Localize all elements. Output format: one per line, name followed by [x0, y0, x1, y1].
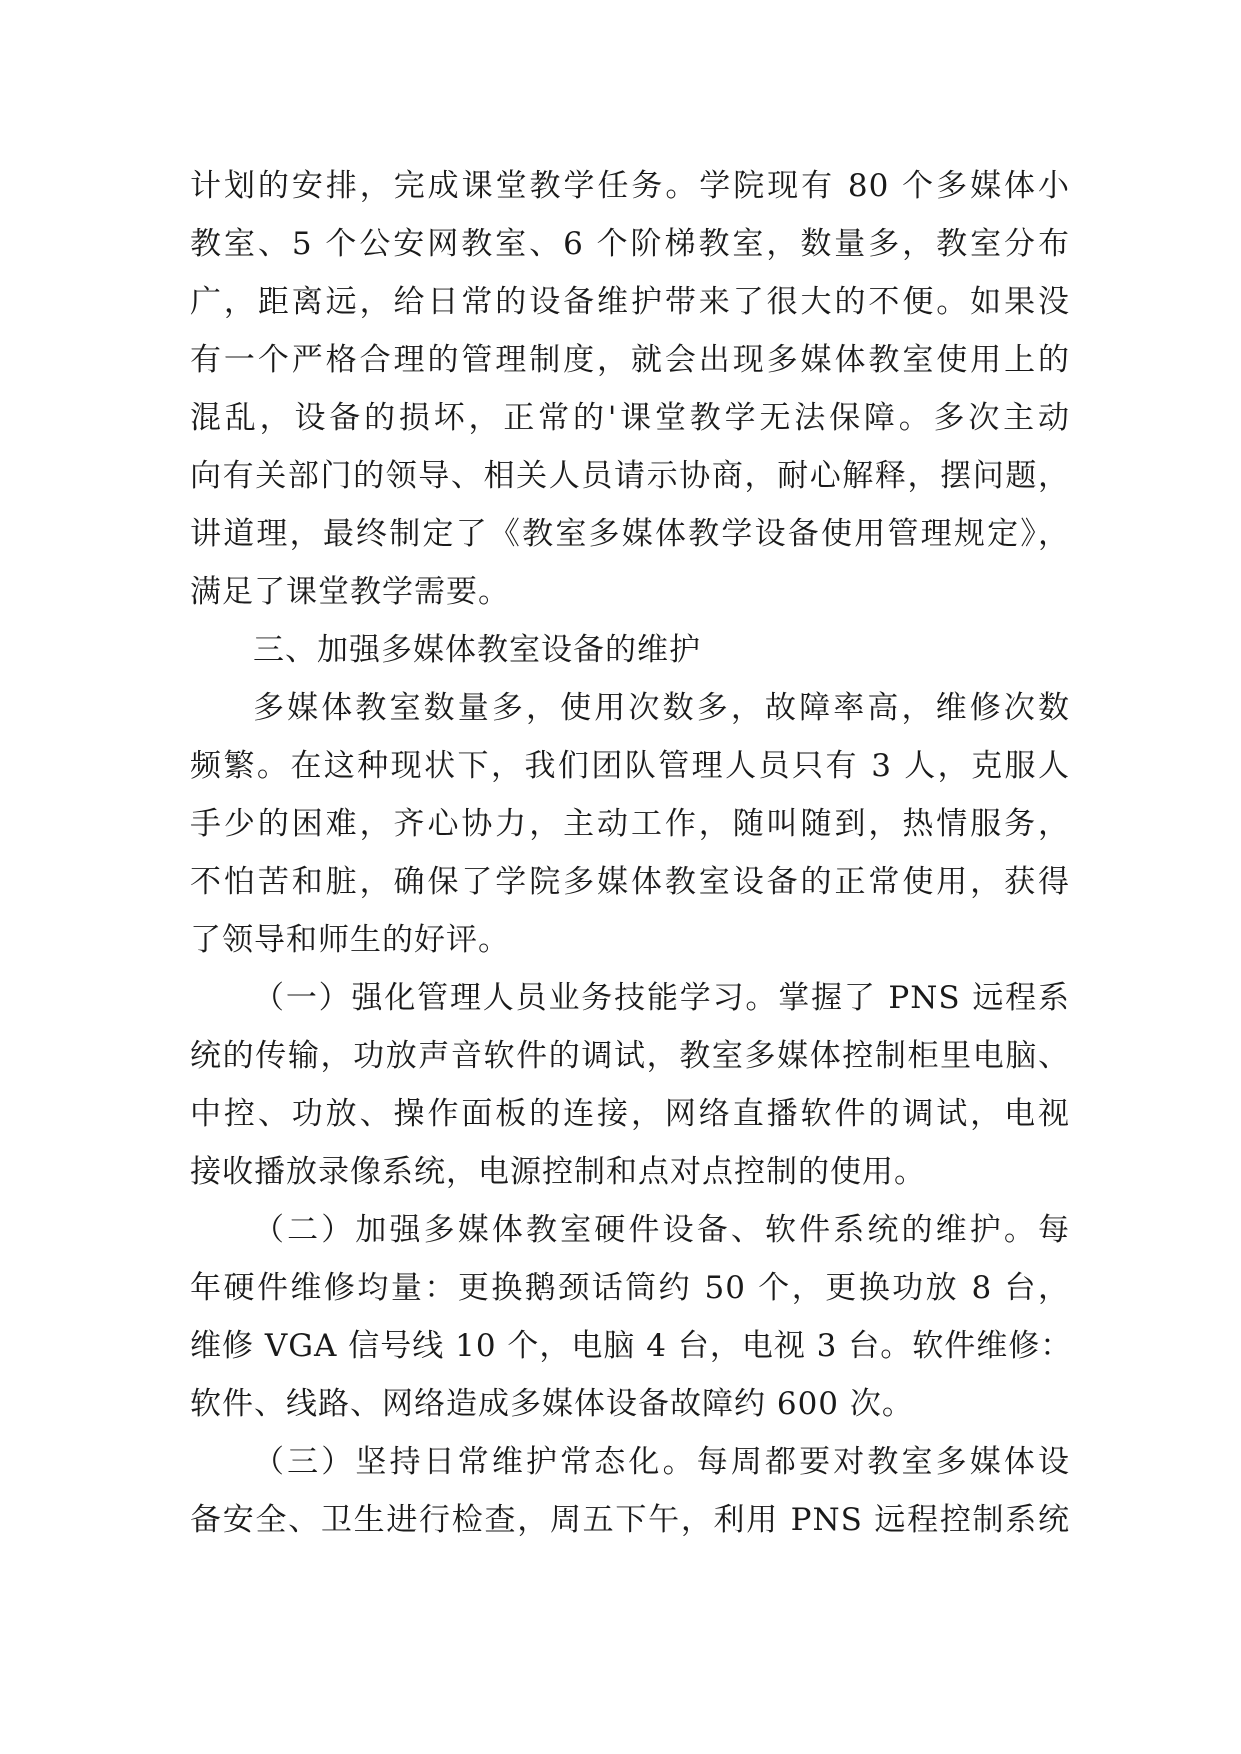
text-line-12: 手少的困难，齐心协力，主动工作，随叫随到，热情服务，	[190, 806, 1070, 842]
text-line-4: 有一个严格合理的管理制度，就会出现多媒体教室使用上的	[190, 342, 1070, 378]
section-heading-3: 三、加强多媒体教室设备的维护	[253, 632, 701, 668]
subsection-2-line-4: 软件、线路、网络造成多媒体设备故障约 600 次。	[190, 1386, 914, 1422]
text-line-5: 混乱，设备的损坏，正常的'课堂教学无法保障。多次主动	[190, 400, 1070, 436]
subsection-1-line-1: （一）强化管理人员业务技能学习。掌握了 PNS 远程系	[253, 980, 1070, 1016]
subsection-1-line-2: 统的传输，功放声音软件的调试，教室多媒体控制柜里电脑、	[190, 1038, 1070, 1074]
text-line-2: 教室、5 个公安网教室、6 个阶梯教室，数量多，教室分布	[190, 226, 1070, 262]
subsection-3-line-2: 备安全、卫生进行检查，周五下午，利用 PNS 远程控制系统	[190, 1502, 1070, 1538]
text-line-7: 讲道理，最终制定了《教室多媒体教学设备使用管理规定》，	[190, 516, 1070, 552]
text-line-8: 满足了课堂教学需要。	[190, 574, 510, 610]
text-line-6: 向有关部门的领导、相关人员请示协商，耐心解释，摆问题，	[190, 458, 1070, 494]
subsection-3-line-1: （三）坚持日常维护常态化。每周都要对教室多媒体设	[253, 1444, 1070, 1480]
text-line-13: 不怕苦和脏，确保了学院多媒体教室设备的正常使用，获得	[190, 864, 1070, 900]
text-line-10: 多媒体教室数量多，使用次数多，故障率高，维修次数	[253, 690, 1070, 726]
text-line-14: 了领导和师生的好评。	[190, 922, 510, 958]
text-line-11: 频繁。在这种现状下，我们团队管理人员只有 3 人，克服人	[190, 748, 1070, 784]
subsection-1-line-3: 中控、功放、操作面板的连接，网络直播软件的调试，电视	[190, 1096, 1070, 1132]
subsection-2-line-1: （二）加强多媒体教室硬件设备、软件系统的维护。每	[253, 1212, 1070, 1248]
subsection-2-line-2: 年硬件维修均量：更换鹅颈话筒约 50 个，更换功放 8 台，	[190, 1270, 1070, 1306]
subsection-2-line-3: 维修 VGA 信号线 10 个，电脑 4 台，电视 3 台。软件维修：	[190, 1328, 1073, 1364]
text-line-3: 广，距离远，给日常的设备维护带来了很大的不便。如果没	[190, 284, 1070, 320]
subsection-1-line-4: 接收播放录像系统，电源控制和点对点控制的使用。	[190, 1154, 926, 1190]
text-line-1: 计划的安排，完成课堂教学任务。学院现有 80 个多媒体小	[190, 168, 1070, 204]
